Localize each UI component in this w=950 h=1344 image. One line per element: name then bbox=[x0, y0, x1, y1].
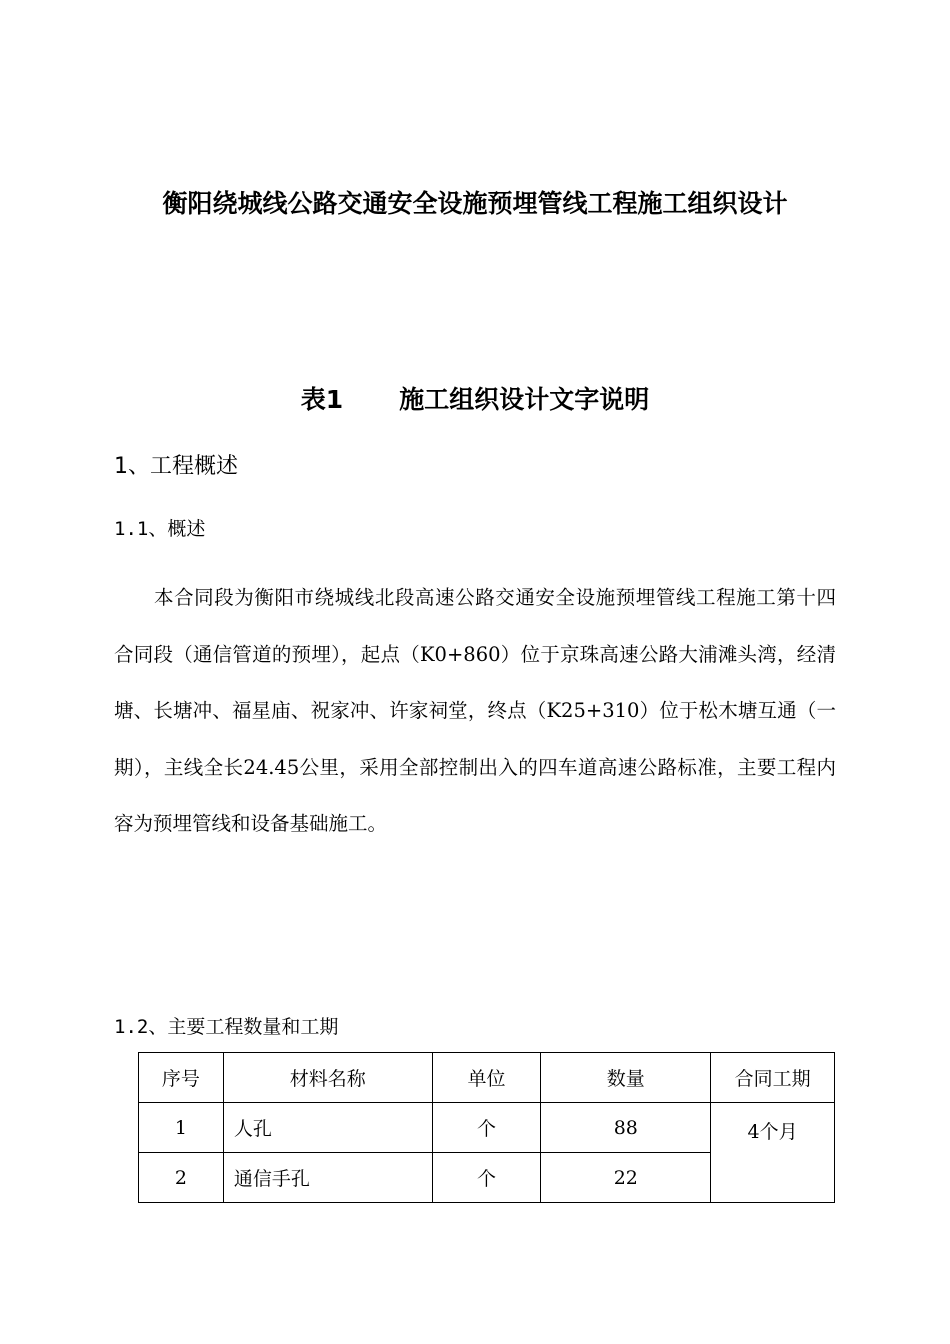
cell-name: 通信手孔 bbox=[223, 1153, 432, 1203]
subsection-heading-summary bbox=[114, 514, 205, 544]
table-caption: 施工组织设计文字说明 bbox=[399, 385, 650, 414]
quantity-table bbox=[138, 1052, 835, 1203]
subsection-number: 1.2 bbox=[114, 1016, 149, 1038]
document-title: 衡阳绕城线公路交通安全设施预埋管线工程施工组织设计 bbox=[162, 189, 788, 218]
header-cell-qty: 数量 bbox=[541, 1053, 711, 1103]
table-label: 表1 bbox=[300, 385, 344, 414]
table-title bbox=[0, 380, 950, 420]
table-row bbox=[139, 1103, 835, 1153]
cell-no: 1 bbox=[139, 1103, 224, 1153]
cell-no: 2 bbox=[139, 1153, 224, 1203]
cell-unit: 个 bbox=[432, 1153, 541, 1203]
header-cell-period: 合同工期 bbox=[711, 1053, 835, 1103]
subsection-number: 1.1 bbox=[114, 518, 149, 540]
cell-unit: 个 bbox=[432, 1103, 541, 1153]
subsection-label: 、概述 bbox=[148, 518, 206, 540]
overview-paragraph: 本合同段为衡阳市绕城线北段高速公路交通安全设施预埋管线工程施工第十四合同段（通信管道的预埋），起点（K0+860）位于京珠高速公路大浦滩头湾，经清塘、长塘冲、福星庙、祝家冲、许家祠堂，终点（K25+310）位于松木塘互通（一期），主线全长24.45公里，采用全部控制出入的四车道高速公路标准，主要工程内容为预埋管线和设备基础施工。 bbox=[114, 586, 836, 835]
subsection-heading-quantities bbox=[114, 1012, 338, 1042]
section-heading-overview: 1、工程概述 bbox=[114, 454, 238, 479]
cell-qty: 88 bbox=[541, 1103, 711, 1153]
subsection-label: 、主要工程数量和工期 bbox=[148, 1016, 339, 1038]
header-cell-unit: 单位 bbox=[432, 1053, 541, 1103]
table-header-row bbox=[139, 1053, 835, 1103]
header-cell-name: 材料名称 bbox=[223, 1053, 432, 1103]
cell-period: 4个月 bbox=[711, 1103, 835, 1203]
cell-name: 人孔 bbox=[223, 1103, 432, 1153]
cell-qty: 22 bbox=[541, 1153, 711, 1203]
header-cell-no: 序号 bbox=[139, 1053, 224, 1103]
